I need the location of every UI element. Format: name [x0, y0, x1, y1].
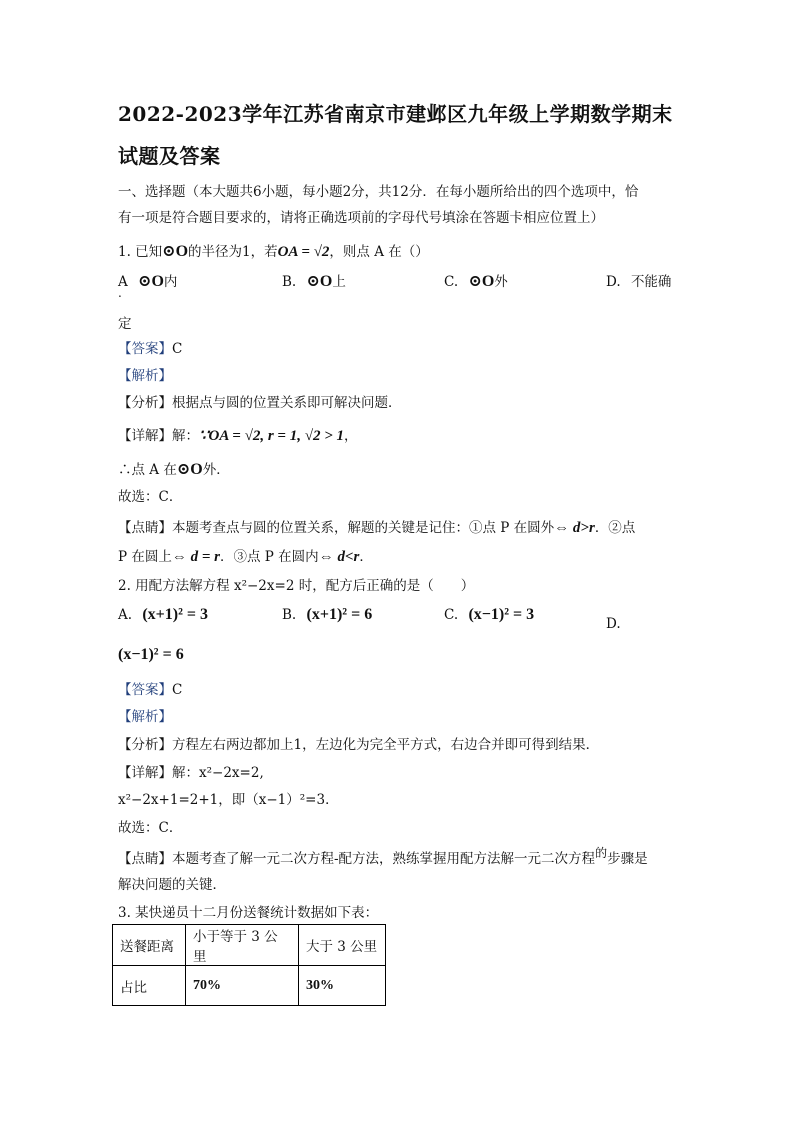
option-b-letter: B. [282, 274, 297, 290]
xiangjie-tag: 【详解】 [118, 428, 172, 444]
dianjing-text-1b: 步骤是 [607, 851, 648, 867]
dianjing-text-1: 本题考查了解一元二次方程-配方法，熟练掌握用配方法解一元二次方程 [172, 851, 596, 867]
therefore-prefix: ∴点 A 在 [118, 462, 177, 478]
answer-value: C [172, 341, 183, 357]
section-instruction: 一、选择题（本大题共6小题，每小题2分，共12分．在每小题所给出的四个选项中，恰 [118, 184, 639, 200]
q2-option-c [444, 606, 534, 624]
q1-option-a [118, 270, 177, 291]
dianjing-superscript: 的 [595, 846, 608, 860]
dianjing-formula-2: ⇔ d = r [171, 549, 221, 565]
dianjing-text-1: 本题考查点与圆的位置关系，解题的关键是记住：①点 P 在圆外 [172, 520, 555, 536]
dianjing-text-2: P 在圆上 [118, 549, 172, 565]
document-title-line2: 试题及答案 [118, 144, 221, 168]
q1-option-c [444, 270, 508, 291]
option-d-text: 不能确 [630, 274, 672, 290]
table-header-row [113, 925, 386, 966]
q1-dianjing [118, 516, 635, 537]
question-2-stem: 2. 用配方法解方程 x²−2x=2 时，配方后正确的是（ ） [118, 578, 475, 594]
q2-dianjing [118, 847, 648, 867]
q2-step: x²−2x+1=2+1，即（x−1）²=3． [118, 792, 339, 808]
dianjing-tag: 【点睛】 [118, 851, 172, 867]
table-cell: 30% [299, 966, 386, 1006]
q1-option-b [282, 270, 346, 291]
table-header-cell: 小于等于 3 公里 [186, 925, 299, 966]
xiangjie-text: 解： [172, 428, 199, 444]
q2-option-d [606, 616, 621, 632]
option-b-circle: ⊙O [306, 273, 333, 290]
q1-option-a-dot: . [118, 286, 122, 300]
q1-dianjing-line2 [118, 545, 373, 566]
fenxi-tag: 【分析】 [118, 737, 172, 753]
option-d-letter: D. [606, 274, 621, 290]
q2-option-d-formula [118, 646, 184, 664]
option-a-text: 内 [163, 274, 178, 290]
dianjing-text-2c: ． [359, 549, 373, 565]
fenxi-text: 方程左右两边都加上1，左边化为完全平方式，右边合并即可得到结果． [172, 737, 600, 753]
answer-tag: 【答案】 [118, 682, 172, 698]
dianjing-text-1b: ．②点 [594, 520, 636, 536]
option-a-formula: (x+1)² = 3 [142, 606, 209, 623]
fenxi-tag: 【分析】 [118, 395, 172, 411]
option-d-formula: (x−1)² = 6 [118, 646, 184, 663]
q1-xiangjie [118, 424, 358, 445]
table-cell: 占比 [113, 966, 186, 1006]
dianjing-text-2b: ．③点 P 在圆内 [220, 549, 319, 565]
option-c-circle: ⊙O [468, 273, 495, 290]
option-c-letter: C. [444, 607, 459, 623]
q2-option-b [282, 606, 372, 624]
delivery-stats-table [112, 924, 386, 1006]
q1-stem-prefix: 1. 已知 [118, 244, 163, 260]
q2-fenxi [118, 733, 599, 753]
table-header-cell: 送餐距离 [113, 925, 186, 966]
section-instruction-line2: 有一项是符合题目要求的，请将正确选项前的字母代号填涂在答题卡相应位置上） [118, 210, 604, 226]
q1-choose: 故选：C． [118, 489, 183, 505]
xiangjie-comma: ， [344, 428, 358, 444]
q1-oa-formula: OA = √2 [277, 244, 330, 260]
question-3-stem: 3. 某快递员十二月份送餐统计数据如下表： [118, 905, 379, 921]
q1-option-d [606, 270, 671, 290]
q1-therefore [118, 458, 230, 479]
option-a-letter: A. [118, 607, 133, 623]
dianjing-formula-3: ⇔ d<r [318, 549, 360, 565]
dianjing-formula-1: ⇔ d>r [554, 520, 595, 536]
q1-option-d-wrap: 定 [118, 316, 132, 332]
option-c-formula: (x−1)² = 3 [468, 606, 535, 623]
option-a-circle: ⊙O [138, 273, 164, 290]
xiangjie-text: 解：x²−2x=2, [172, 765, 264, 781]
q1-answer [118, 337, 182, 357]
option-b-text: 上 [332, 274, 346, 290]
q2-choose: 故选：C． [118, 820, 183, 836]
table-row [113, 966, 386, 1006]
q2-xiangjie [118, 761, 264, 781]
answer-value: C [172, 682, 183, 698]
xiangjie-tag: 【详解】 [118, 765, 172, 781]
q2-answer [118, 678, 182, 698]
analysis-tag: 【解析】 [118, 368, 172, 384]
document-title: 2022-2023学年江苏省南京市建邺区九年级上学期数学期末 [118, 102, 673, 126]
option-c-text: 外 [494, 274, 508, 290]
analysis-tag: 【解析】 [118, 709, 172, 725]
option-a-letter: A [118, 274, 128, 290]
fenxi-text: 根据点与圆的位置关系即可解决问题． [172, 395, 402, 411]
q1-analysis-tag [118, 364, 172, 384]
question-1-stem [118, 240, 429, 261]
q2-option-a [118, 606, 208, 624]
option-d-letter: D. [606, 616, 621, 632]
table-cell: 70% [186, 966, 299, 1006]
q2-analysis-tag [118, 705, 172, 725]
xiangjie-formula: ∵OA = √2, r = 1, √2 > 1 [199, 428, 344, 444]
option-b-letter: B. [282, 607, 297, 623]
q2-dianjing-line2: 解决问题的关键． [118, 877, 226, 893]
q1-fenxi [118, 391, 402, 411]
dianjing-tag: 【点睛】 [118, 520, 172, 536]
option-b-formula: (x+1)² = 6 [306, 606, 373, 623]
table-header-cell: 大于 3 公里 [299, 925, 386, 966]
option-c-letter: C. [444, 274, 459, 290]
q1-circle-symbol: ⊙O [162, 243, 189, 260]
q1-stem-mid: 的半径为1，若 [188, 244, 278, 260]
therefore-suffix: 外． [202, 462, 230, 478]
answer-tag: 【答案】 [118, 341, 172, 357]
q1-stem-suffix: ，则点 A 在（） [329, 244, 429, 260]
therefore-circle: ⊙O [176, 461, 203, 478]
